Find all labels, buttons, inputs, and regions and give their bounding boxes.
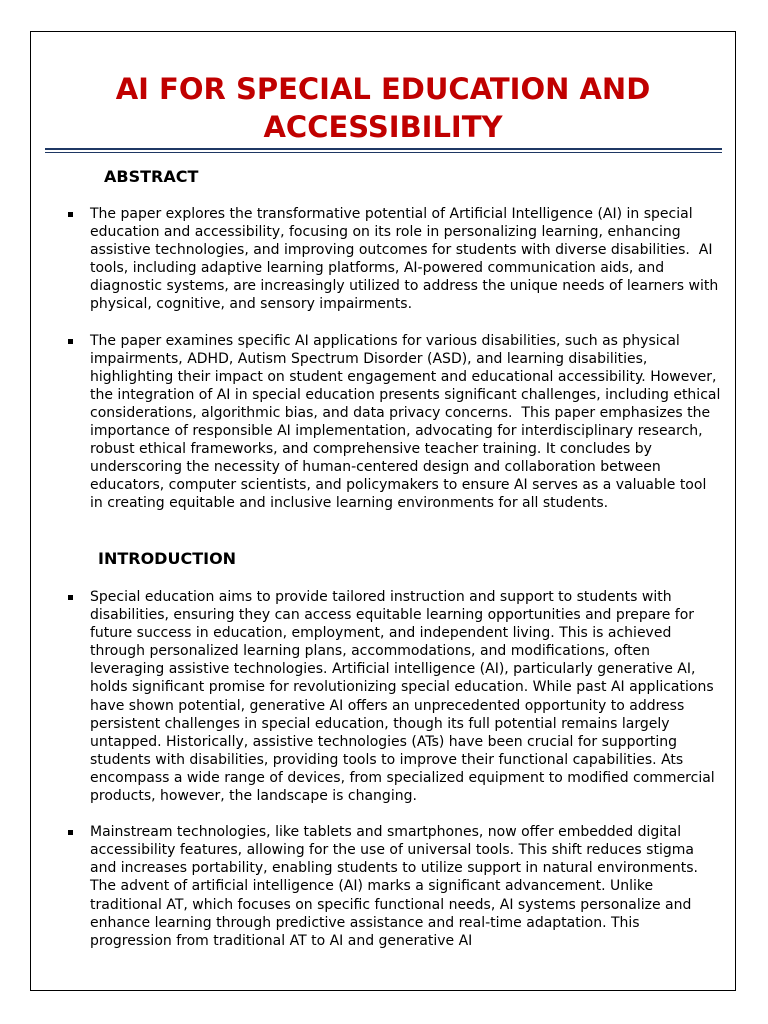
- abstract-item-1: [0, 205, 723, 314]
- introduction-item-1-text: Special education aims to provide tailored instruction and support to students with disabilities, ensuring they can access equitable learning opportunities and prepare for future success in education, employment, and independent living. This is achieved through personalized learning plans, accommodations, and modifications, often leveraging assistive technologies. Artificial intelligence (AI), particularly generative AI, holds significant promise for revolutionizing special education. While past AI applications have shown potential, generative AI offers an unprecedented opportunity to address persistent challenges in special education, though its full potential remains largely untapped. Historically, assistive technologies (ATs) have been crucial for supporting students with disabilities, providing tools to improve their functional capabilities. Ats encompass a wide range of devices, from specialized equipment to modified commercial products, however, the landscape is changing.: [90, 589, 720, 805]
- document-title: AI FOR SPECIAL EDUCATION AND ACCESSIBILITY: [115, 72, 651, 144]
- abstract-heading: ABSTRACT: [104, 167, 199, 186]
- abstract-item-1-text: The paper explores the transformative potential of Artificial Intelligence (AI) in special education and accessibility, focusing on its role in personalizing learning, enhancing assistive technologies, and improving outcomes for students with diverse disabilities. AI tools, including adaptive learning platforms, AI-powered communication aids, and diagnostic systems, are increasingly utilized to address the unique needs of learners with physical, cognitive, and sensory impairments.: [90, 206, 723, 313]
- introduction-item-2: [0, 823, 723, 950]
- introduction-item-1: [0, 588, 723, 805]
- abstract-item-2: [0, 332, 723, 513]
- square-bullet-icon: [68, 595, 73, 600]
- abstract-list: [0, 205, 723, 531]
- square-bullet-icon: [68, 830, 73, 835]
- introduction-item-2-text: Mainstream technologies, like tablets and smartphones, now offer embedded digital accessibility features, allowing for the use of universal tools. This shift reduces stigma and increases portability, enabling students to utilize support in natural environments. The advent of artificial intelligence (AI) marks a significant advancement. Unlike traditional AT, which focuses on specific functional needs, AI systems personalize and enhance learning through predictive assistance and real-time adaptation. This progression from traditional AT to AI and generative AI: [90, 824, 703, 949]
- title-divider: [45, 148, 722, 153]
- introduction-list: [0, 588, 723, 968]
- square-bullet-icon: [68, 339, 73, 344]
- square-bullet-icon: [68, 212, 73, 217]
- introduction-heading: INTRODUCTION: [98, 549, 237, 568]
- abstract-item-2-text: The paper examines specific AI applications for various disabilities, such as physical impairments, ADHD, Autism Spectrum Disorder (ASD), and learning disabilities, highlighting their impact on student engagement and educational accessibility. However, the integration of AI in special education presents significant challenges, including ethical considerations, algorithmic bias, and data privacy concerns. This paper emphasizes the importance of responsible AI implementation, advocating for interdisciplinary research, robust ethical frameworks, and comprehensive teacher training. It concludes by underscoring the necessity of human-centered design and collaboration between educators, computer scientists, and policymakers to ensure AI serves as a valuable tool in creating equitable and inclusive learning environments for all students.: [90, 332, 725, 512]
